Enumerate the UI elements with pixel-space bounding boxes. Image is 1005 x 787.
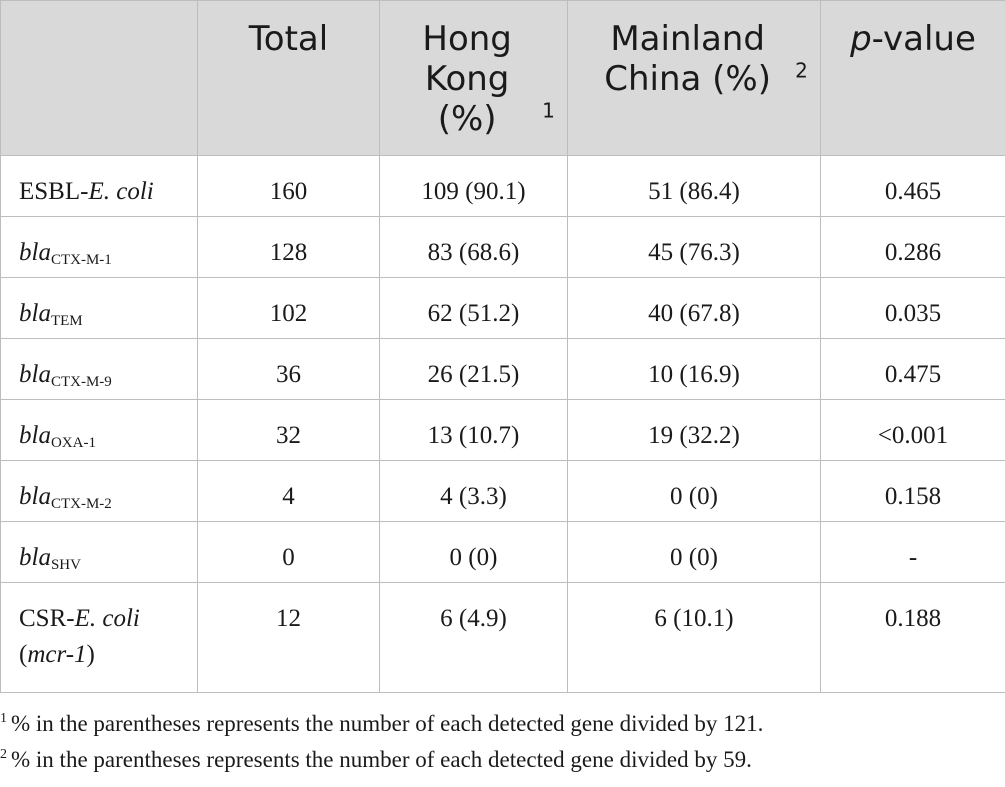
row-label	[1, 278, 198, 339]
cell-p-value: 0.465	[821, 156, 1005, 217]
header-hong-kong-footnote-mark: 1	[542, 98, 555, 123]
row-label	[1, 156, 198, 217]
header-mainland-china-footnote-mark: 2	[795, 58, 808, 83]
header-empty-cell	[1, 1, 198, 156]
cell-mainland-china: 19 (32.2)	[568, 400, 821, 461]
cell-p-value: 0.475	[821, 339, 1005, 400]
row-label	[1, 217, 198, 278]
footnote-2-text: % in the parentheses represents the number of each detected gene divided by 59.	[11, 747, 752, 772]
table-row	[1, 217, 1005, 278]
row-label	[1, 339, 198, 400]
row-label-subscript: CTX-M-2	[50, 496, 112, 512]
row-label-italic: bla	[19, 300, 51, 327]
row-label-italic: bla	[19, 483, 51, 510]
table-row	[1, 156, 1005, 217]
cell-mainland-china: 0 (0)	[568, 461, 821, 522]
cell-mainland-china: 45 (76.3)	[568, 217, 821, 278]
cell-hong-kong: 4 (3.3)	[380, 461, 568, 522]
footnotes	[0, 706, 1005, 778]
cell-p-value: 0.035	[821, 278, 1005, 339]
cell-total: 36	[198, 339, 380, 400]
row-label-gene: mcr-1	[27, 641, 87, 668]
cell-hong-kong: 13 (10.7)	[380, 400, 568, 461]
cell-p-value: 0.158	[821, 461, 1005, 522]
cell-p-value: -	[821, 522, 1005, 583]
table-row	[1, 400, 1005, 461]
header-hong-kong-label: Hong Kong (%)	[422, 19, 512, 139]
row-label-subscript: CTX-M-1	[50, 252, 112, 268]
cell-mainland-china: 10 (16.9)	[568, 339, 821, 400]
row-label	[1, 583, 198, 693]
cell-p-value: 0.188	[821, 583, 1005, 693]
cell-hong-kong: 62 (51.2)	[380, 278, 568, 339]
row-label-italic: bla	[19, 544, 51, 571]
cell-mainland-china: 51 (86.4)	[568, 156, 821, 217]
cell-total: 0	[198, 522, 380, 583]
header-p-value-rest: -value	[871, 19, 976, 59]
cell-mainland-china: 0 (0)	[568, 522, 821, 583]
cell-hong-kong: 0 (0)	[380, 522, 568, 583]
cell-hong-kong: 26 (21.5)	[380, 339, 568, 400]
row-label-italic: bla	[19, 239, 51, 266]
cell-p-value: <0.001	[821, 400, 1005, 461]
table-row	[1, 522, 1005, 583]
cell-mainland-china: 40 (67.8)	[568, 278, 821, 339]
header-p-value-italic: p	[850, 19, 872, 59]
table-row	[1, 339, 1005, 400]
cell-total: 102	[198, 278, 380, 339]
cell-total: 12	[198, 583, 380, 693]
footnote-2	[0, 742, 1005, 778]
row-label	[1, 522, 198, 583]
cell-hong-kong: 6 (4.9)	[380, 583, 568, 693]
header-hong-kong	[380, 1, 568, 156]
row-label-prefix: ESBL-	[19, 178, 89, 205]
cell-total: 160	[198, 156, 380, 217]
table-header-row	[1, 1, 1005, 156]
row-label-subscript: TEM	[50, 313, 83, 329]
row-label-italic: bla	[19, 361, 51, 388]
table-row	[1, 583, 1005, 693]
row-label-subscript: CTX-M-9	[50, 374, 112, 390]
row-label-subscript: SHV	[50, 557, 81, 573]
cell-mainland-china: 6 (10.1)	[568, 583, 821, 693]
footnote-1-mark: 1	[0, 711, 7, 726]
header-mainland-china-label: Mainland China (%)	[604, 19, 771, 99]
row-label	[1, 400, 198, 461]
header-total-label: Total	[248, 19, 329, 59]
table-row	[1, 278, 1005, 339]
header-total	[198, 1, 380, 156]
cell-hong-kong: 109 (90.1)	[380, 156, 568, 217]
footnote-2-mark: 2	[0, 747, 7, 762]
header-mainland-china	[568, 1, 821, 156]
footnote-1-text: % in the parentheses represents the number of each detected gene divided by 121.	[11, 711, 764, 736]
row-label	[1, 461, 198, 522]
header-p-value	[821, 1, 1005, 156]
cell-total: 32	[198, 400, 380, 461]
row-label-subscript: OXA-1	[50, 435, 96, 451]
row-label-prefix: CSR-	[19, 605, 75, 632]
cell-hong-kong: 83 (68.6)	[380, 217, 568, 278]
footnote-1	[0, 706, 1005, 742]
cell-total: 128	[198, 217, 380, 278]
row-label-second-line: (mcr-1)	[19, 641, 95, 668]
row-label-italic: E. coli	[74, 605, 140, 632]
row-label-italic: bla	[19, 422, 51, 449]
table-row	[1, 461, 1005, 522]
cell-total: 4	[198, 461, 380, 522]
cell-p-value: 0.286	[821, 217, 1005, 278]
row-label-italic: E. coli	[88, 178, 154, 205]
table-body	[1, 156, 1005, 693]
